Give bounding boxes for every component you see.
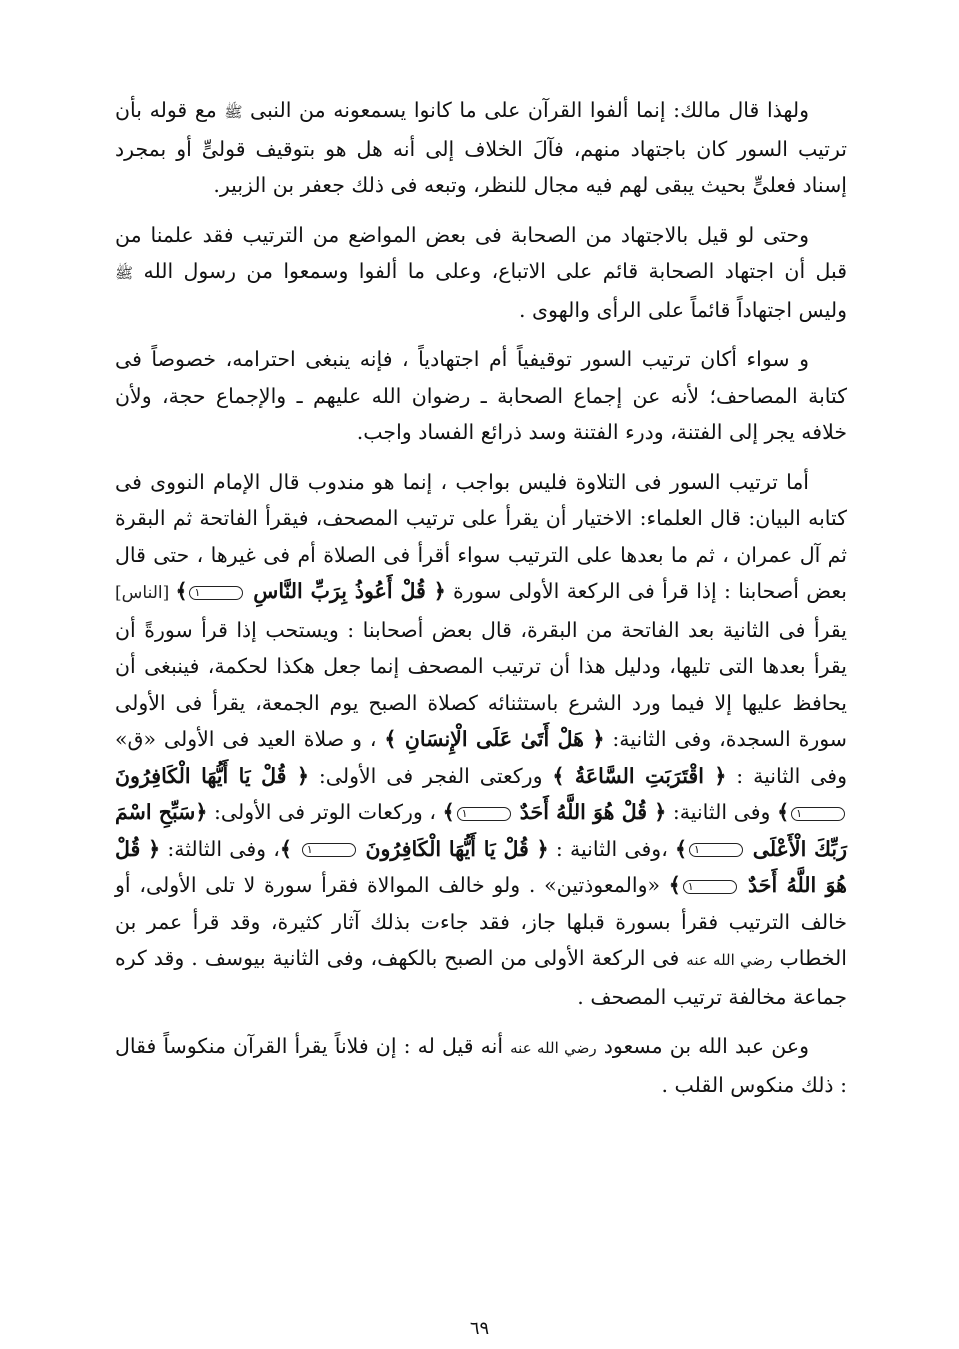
page-number: ٦٩ — [469, 1318, 490, 1339]
quran-verse: ﴿ قُلْ يَا أَيُّهَا الْكَافِرُونَ — [357, 836, 549, 861]
quran-verse: ﴿سَبِّحِ اسْمَ رَبِّكَ الْأَعْلَى — [115, 800, 847, 861]
text-segment: ،وفى الثانية : — [548, 836, 676, 861]
paragraph-4 — [115, 464, 847, 1016]
text-segment: وليس اجتهاداً قائماً على الرأى والهوى . — [518, 297, 847, 322]
text-segment: ، وفى الثالثة: — [160, 836, 280, 861]
text-segment: يقرأ فى الثانية بعد الفاتحة من البقرة، قال بعض أصحابنا : ويستحب إذا قرأ سورةً أن يقرأ بعدها التى تليها، ودليل هذا أن ترتيب المصحف إنما جعل هكذا لحكمة، فينبغى أن يحافظ عليها إلا فيما ورد الشرع باستثنائه كصلاة الصبح يوم الجمعة، يقرأ فى الأولى سورة السجدة، وفى الثانية: — [115, 617, 848, 751]
quran-verse: ﴿ قُلْ يَا أَيُّهَا الْكَافِرُونَ — [115, 763, 309, 788]
paragraph-5 — [115, 1028, 847, 1103]
paragraph-1 — [115, 92, 847, 204]
verse-number: ١ — [791, 807, 845, 821]
verse-number: ١ — [457, 807, 511, 821]
verse-number: ١ — [689, 843, 743, 857]
honorific: رضي الله عنه — [686, 951, 773, 969]
quran-verse: ﴿ قُلْ هُوَ اللَّهُ أَحَدٌ — [115, 836, 847, 897]
paragraph-3 — [115, 341, 847, 451]
quran-verse: ﴾ — [668, 873, 681, 897]
text-segment: فى الركعة الأولى من الصبح بالكهف، وفى الثانية بيوسف . وقد كره جماعة مخالفة ترتيب المصحف . — [115, 946, 847, 1009]
quran-verse: ﴾ — [175, 579, 188, 603]
text-segment: وعن عبد الله بن مسعود — [596, 1034, 809, 1058]
text-segment: أنه قيل له : إن فلاناً يقرأ القرآن منكوساً فقال : ذلك منكوس القلب . — [115, 1034, 847, 1097]
surah-reference: [الناس] — [115, 583, 176, 603]
honorific: ﷺ — [115, 264, 134, 282]
quran-verse: ﴿ اقْتَرَبَتِ السَّاعَةُ ﴾ — [552, 763, 727, 788]
quran-verse: ﴾ — [279, 836, 300, 861]
text-segment: «والمعوذتين» . ولو خالف الموالاة فقرأ سورة لا تلى الأولى، أو خالف الترتيب فقرأ بسورة قبلها جاز، فقد جاءت بذلك آثار كثيرة، وقد قرأ عمر بن الخطاب — [115, 873, 847, 970]
text-segment: ولهذا قال مالك: إنما ألفوا القرآن على ما كانوا يسمعونه من النبى — [242, 98, 810, 122]
text-segment: ، و صلاة العيد فى الأولى «ق» وفى الثانية : — [115, 727, 848, 788]
text-segment: أما ترتيب السور فى التلاوة فليس بواجب ، إنما هو مندوب قال الإمام النووى فى كتابه البيان: قال العلماء: الاختيار أن يقرأ على ترتيب المصحف، فيقرأ الفاتحة ثم البقرة ثم آل عمران ، ثم ما بعدها على الترتيب سواء أقرأ فى الصلاة أم فى غيرها ، حتى قال بعض أصحابنا : إذا قرأ فى الركعة الأولى سورة — [115, 469, 847, 603]
honorific: رضي الله عنه — [510, 1039, 597, 1057]
text-segment: ، وركعات الوتر فى الأولى: — [207, 800, 443, 824]
text-segment: وفى الثانية: — [666, 800, 778, 824]
quran-verse: ﴿ هَلْ أَتَىٰ عَلَى الْإِنسَانِ ﴾ — [384, 727, 605, 751]
quran-verse: ﴿ قُلْ هُوَ اللَّهُ أَحَدٌ — [512, 800, 667, 824]
text-segment: وركعتى الفجر فى الأولى: — [308, 763, 553, 788]
quran-verse: ﴾ — [675, 836, 688, 861]
verse-number: ١ — [302, 843, 356, 857]
quran-verse: ﴾ — [777, 800, 790, 824]
text-segment: وحتى لو قيل بالاجتهاد من الصحابة فى بعض المواضع من الترتيب فقد علمنا من قبل أن اجتهاد الصحابة قائم على الاتباع، وعلى ما ألفوا وسمعوا من رسول الله — [115, 222, 847, 283]
verse-number: ١ — [683, 880, 737, 894]
paragraph-2 — [115, 217, 847, 329]
verse-number: ١ — [189, 586, 243, 600]
honorific: ﷺ — [224, 103, 243, 121]
text-segment: مع قوله بأن ترتيب السور كان باجتهاد منهم، فآلَ الخلاف إلى أنه هل هو بتوقيف قولىٍّ أو بمجرد إسناد فعلىٍّ بحيث يبقى لهم فيه مجال للنظر، وتبعه فى ذلك جعفر بن الزبير. — [115, 98, 847, 197]
quran-verse: ﴿ قُلْ أَعُوذُ بِرَبِّ النَّاسِ — [245, 579, 446, 603]
text-segment: و سواء أكان ترتيب السور توقيفياً أم اجتهادياً ، فإنه ينبغى احترامه، خصوصاً فى كتابة المصاحف؛ لأنه عن إجماع الصحابة ـ رضوان الله عليهم ـ والإجماع حجة، ولأن خلافه يجر إلى الفتنة، ودرء الفتنة وسد ذرائع الفساد واجب. — [115, 347, 847, 444]
quran-verse: ﴾ — [442, 800, 455, 824]
page-body — [115, 92, 847, 1116]
